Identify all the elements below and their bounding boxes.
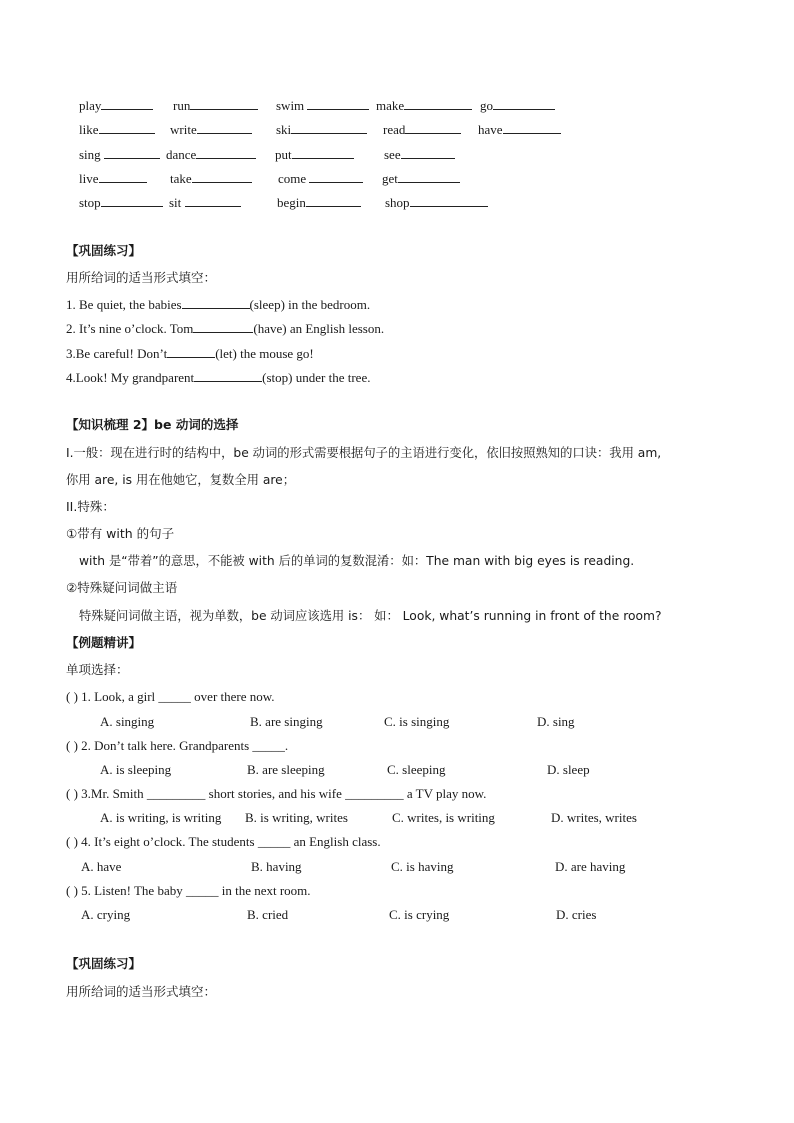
- option-a[interactable]: A. crying: [81, 907, 131, 922]
- answer-blank[interactable]: [182, 296, 250, 309]
- question-stem: ( ) 5. Listen! The baby _____ in the next room.: [66, 883, 311, 898]
- verb-word: like: [79, 122, 99, 137]
- verb-word: sing: [79, 147, 101, 162]
- verb-word: play: [79, 98, 102, 113]
- verb-word: live: [79, 171, 99, 186]
- answer-blank[interactable]: [306, 194, 361, 207]
- option-a[interactable]: A. is sleeping: [100, 762, 172, 777]
- answer-blank[interactable]: [190, 97, 258, 110]
- verb-word: take: [170, 171, 192, 186]
- verb-item: [276, 121, 367, 138]
- answer-blank[interactable]: [410, 194, 488, 207]
- answer-blank[interactable]: [194, 369, 262, 382]
- verb-item: [79, 121, 155, 138]
- case2-text: 特殊疑问词做主语，视为单数，be 动词应该选用 is： 如： Look, what’s running in front of the room?: [79, 609, 662, 623]
- verb-word: make: [376, 98, 405, 113]
- option-d[interactable]: D. sing: [537, 714, 575, 729]
- fill-item: [66, 369, 370, 386]
- knowledge-heading: 【知识梳理 2】be 动词的选择: [66, 417, 239, 432]
- fill-item-text: (let) the mouse go!: [215, 346, 314, 361]
- answer-blank[interactable]: [493, 97, 555, 110]
- option-b[interactable]: B. are singing: [250, 714, 323, 729]
- verb-item: [480, 97, 555, 114]
- verb-item: [170, 121, 252, 138]
- verb-item: [170, 170, 252, 187]
- practice-heading: 【巩固练习】: [66, 956, 142, 971]
- option-d[interactable]: D. cries: [556, 907, 597, 922]
- fill-item-text: 3.Be careful! Don’t: [66, 346, 168, 361]
- answer-blank[interactable]: [192, 170, 252, 183]
- verb-word: put: [275, 147, 292, 162]
- option-b[interactable]: B. having: [251, 859, 302, 874]
- general-rule-line1: I.一般：现在进行时的结构中，be 动词的形式需要根据句子的主语进行变化，依旧按照熟知的口诀：我用 am,: [66, 446, 662, 460]
- verb-item: [385, 194, 488, 211]
- option-a[interactable]: A. have: [81, 859, 122, 874]
- answer-blank[interactable]: [292, 146, 354, 159]
- answer-blank[interactable]: [309, 170, 363, 183]
- verb-word: go: [480, 98, 493, 113]
- practice-instruction: 用所给词的适当形式填空：: [66, 270, 217, 285]
- question-stem: ( ) 1. Look, a girl _____ over there now.: [66, 689, 275, 704]
- answer-blank[interactable]: [398, 170, 460, 183]
- option-d[interactable]: D. are having: [555, 859, 626, 874]
- practice-heading: 【巩固练习】: [66, 243, 142, 258]
- answer-blank[interactable]: [196, 146, 256, 159]
- verb-item: [275, 146, 354, 163]
- verb-item: [376, 97, 472, 114]
- verb-item: [384, 146, 455, 163]
- verb-word: write: [170, 122, 197, 137]
- verb-word: see: [384, 147, 401, 162]
- verb-item: [276, 97, 369, 114]
- option-d[interactable]: D. sleep: [547, 762, 590, 777]
- case2-title: ②特殊疑问词做主语: [66, 580, 178, 595]
- fill-item-text: 1. Be quiet, the babies: [66, 297, 182, 312]
- verb-word: ski: [276, 122, 292, 137]
- verb-item: [79, 97, 153, 114]
- verb-word: stop: [79, 195, 101, 210]
- verb-word: begin: [277, 195, 306, 210]
- examples-instruction: 单项选择：: [66, 662, 129, 677]
- fill-item: [66, 296, 370, 313]
- answer-blank[interactable]: [185, 194, 241, 207]
- option-c[interactable]: C. writes, is writing: [392, 810, 495, 825]
- answer-blank[interactable]: [167, 345, 215, 358]
- option-b[interactable]: B. is writing, writes: [245, 810, 348, 825]
- fill-item-text: 4.Look! My grandparent: [66, 370, 195, 385]
- verb-item: [169, 194, 241, 211]
- answer-blank[interactable]: [307, 97, 369, 110]
- answer-blank[interactable]: [101, 194, 163, 207]
- fill-item-text: (have) an English lesson.: [253, 321, 385, 336]
- verb-word: run: [173, 98, 191, 113]
- option-c[interactable]: C. is having: [391, 859, 454, 874]
- answer-blank[interactable]: [404, 97, 472, 110]
- verb-word: have: [478, 122, 503, 137]
- answer-blank[interactable]: [291, 121, 367, 134]
- verb-item: [166, 146, 256, 163]
- verb-item: [79, 170, 147, 187]
- option-c[interactable]: C. sleeping: [387, 762, 446, 777]
- verb-item: [383, 121, 461, 138]
- fill-item-text: 2. It’s nine o’clock. Tom: [66, 321, 194, 336]
- answer-blank[interactable]: [401, 146, 455, 159]
- general-rule-line2: 你用 are, is 用在他她它，复数全用 are；: [66, 473, 295, 487]
- answer-blank[interactable]: [101, 97, 153, 110]
- option-a[interactable]: A. singing: [100, 714, 155, 729]
- verb-item: [79, 146, 160, 163]
- option-b[interactable]: B. are sleeping: [247, 762, 325, 777]
- answer-blank[interactable]: [405, 121, 461, 134]
- verb-word: swim: [276, 98, 305, 113]
- verb-word: dance: [166, 147, 197, 162]
- verb-item: [173, 97, 258, 114]
- option-b[interactable]: B. cried: [247, 907, 289, 922]
- answer-blank[interactable]: [197, 121, 252, 134]
- answer-blank[interactable]: [99, 170, 147, 183]
- verb-word: come: [278, 171, 307, 186]
- fill-item-text: (sleep) in the bedroom.: [249, 297, 371, 312]
- verb-item: [478, 121, 561, 138]
- verb-item: [382, 170, 460, 187]
- answer-blank[interactable]: [193, 320, 253, 333]
- verb-item: [79, 194, 163, 211]
- option-c[interactable]: C. is crying: [389, 907, 450, 922]
- verb-item: [277, 194, 361, 211]
- fill-item: [66, 320, 384, 337]
- question-stem: ( ) 2. Don’t talk here. Grandparents _____.: [66, 738, 289, 753]
- option-a[interactable]: A. is writing, is writing: [100, 810, 222, 825]
- answer-blank[interactable]: [503, 121, 561, 134]
- verb-word: shop: [385, 195, 410, 210]
- case1-title: ①带有 with 的句子: [66, 526, 175, 541]
- verb-word: read: [383, 122, 406, 137]
- verb-item: [278, 170, 363, 187]
- option-c[interactable]: C. is singing: [384, 714, 450, 729]
- fill-item-text: (stop) under the tree.: [262, 370, 371, 385]
- examples-heading: 【例题精讲】: [66, 635, 142, 650]
- question-stem: ( ) 4. It’s eight o’clock. The students _____ an English class.: [66, 834, 381, 849]
- answer-blank[interactable]: [104, 146, 160, 159]
- practice-instruction: 用所给词的适当形式填空：: [66, 984, 217, 999]
- fill-item: [66, 345, 314, 362]
- question-stem: ( ) 3.Mr. Smith _________ short stories, and his wife _________ a TV play now.: [66, 786, 487, 801]
- option-d[interactable]: D. writes, writes: [551, 810, 637, 825]
- answer-blank[interactable]: [99, 121, 155, 134]
- verb-word: get: [382, 171, 398, 186]
- special-rule-title: II.特殊：: [66, 499, 115, 514]
- verb-word: sit: [169, 195, 182, 210]
- case1-text: with 是“带着”的意思，不能被 with 后的单词的复数混淆：如：The man with big eyes is reading.: [79, 554, 635, 568]
